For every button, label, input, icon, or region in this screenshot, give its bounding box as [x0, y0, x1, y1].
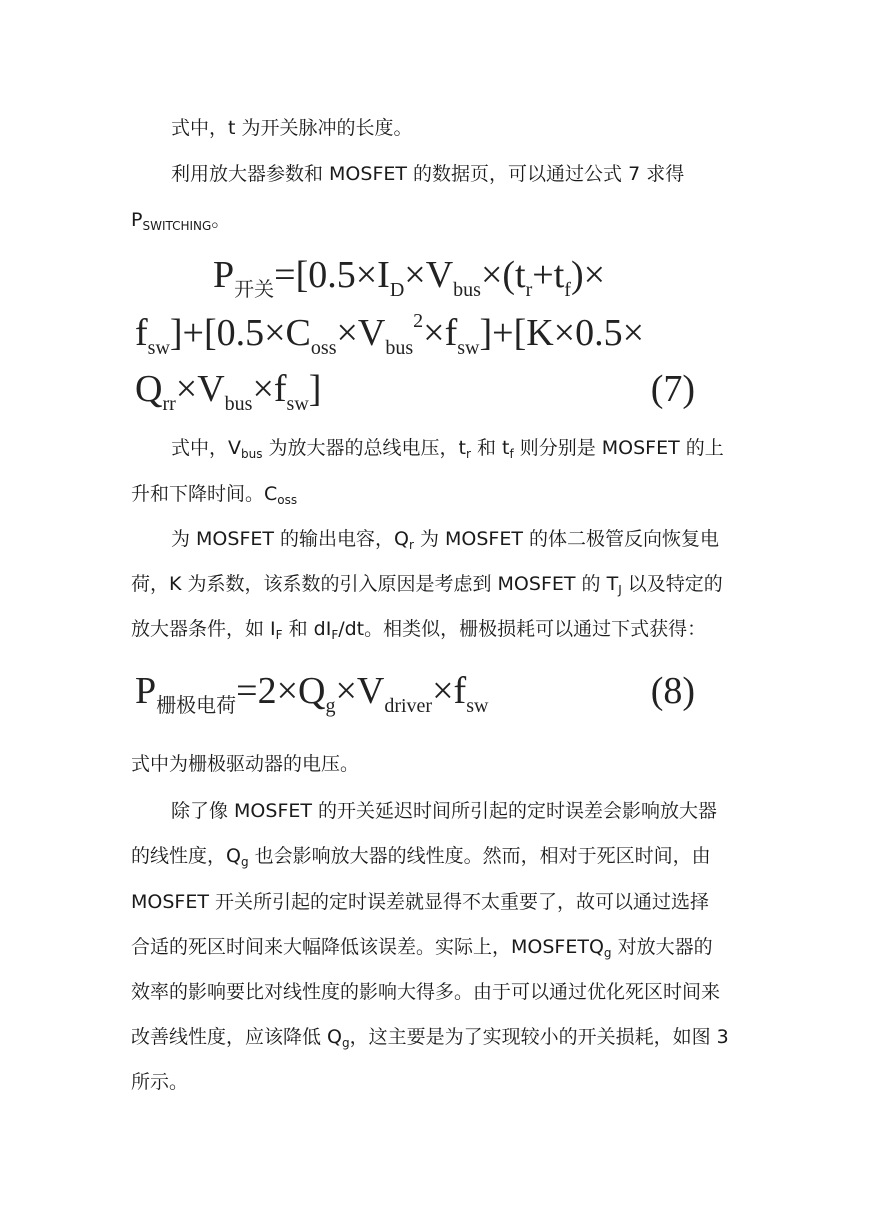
equation-number: (8) — [650, 670, 695, 712]
equation-7-line-1: $P_{开关}=[0.5\times I_D\times V_{bus}\times(t_r+t_f)\times$ — [213, 254, 606, 301]
paragraph-line: 为 MOSFET 的输出电容，$Q_r$ 为 MOSFET 的体二极管反向恢复电 — [171, 528, 719, 552]
paragraph-line: 利用放大器参数和 MOSFET 的数据页，可以通过公式 7 求得 — [171, 163, 685, 185]
equation-number: (7) — [650, 368, 695, 410]
paragraph-line: 改善线性度，应该降低 $Q_g$，这主要是为了实现较小的开关损耗，如图 3 — [131, 1026, 729, 1050]
equation-7-line-2: $f_{sw}]+[0.5\times C_{oss}\times V_{bus}^2\times f_{sw}]+[K\times 0.5\times$ — [135, 310, 645, 359]
paragraph-line: 的线性度，$Q_g$ 也会影响放大器的线性度。然而，相对于死区时间，由 — [131, 845, 711, 869]
paragraph-line: 式中，t 为开关脉冲的长度。 — [171, 117, 413, 139]
paragraph-line: 所示。 — [131, 1071, 189, 1093]
paragraph-line: 效率的影响要比对线性度的影响大得多。由于可以通过优化死区时间来 — [131, 981, 721, 1003]
paragraph-line: 除了像 MOSFET 的开关延迟时间所引起的定时误差会影响放大器 — [171, 800, 718, 822]
paragraph-line: $P_{SWITCHING}$。 — [131, 209, 231, 233]
paragraph-line: MOSFET 开关所引起的定时误差就显得不太重要了，故可以通过选择 — [131, 891, 709, 913]
paragraph-line: 荷，K 为系数，该系数的引入原因是考虑到 MOSFET 的 $T_J$ 以及特定的 — [131, 573, 723, 597]
paragraph-line: 放大器条件，如 $I_F$ 和 $dI_F/dt$。相类似，栅极损耗可以通过下式获得： — [131, 618, 707, 642]
paragraph-line: 式中，$V_{bus}$ 为放大器的总线电压，$t_r$ 和 $t_f$ 则分别是 MOSFET 的上 — [171, 437, 724, 461]
paragraph-line: 合适的死区时间来大幅降低该误差。实际上，$MOSFETQ_g$ 对放大器的 — [131, 936, 713, 960]
paragraph-line: 升和下降时间。$C_{oss}$ — [131, 483, 298, 507]
equation-7-line-3: $Q_{rr}\times V_{bus}\times f_{sw}$] (7) — [135, 368, 695, 415]
equation-8: $P_{栅极电荷}=2\times Q_g\times V_{driver}\times f_{sw}$ (8) — [135, 670, 695, 717]
paragraph-line: 式中为栅极驱动器的电压。 — [131, 753, 360, 775]
